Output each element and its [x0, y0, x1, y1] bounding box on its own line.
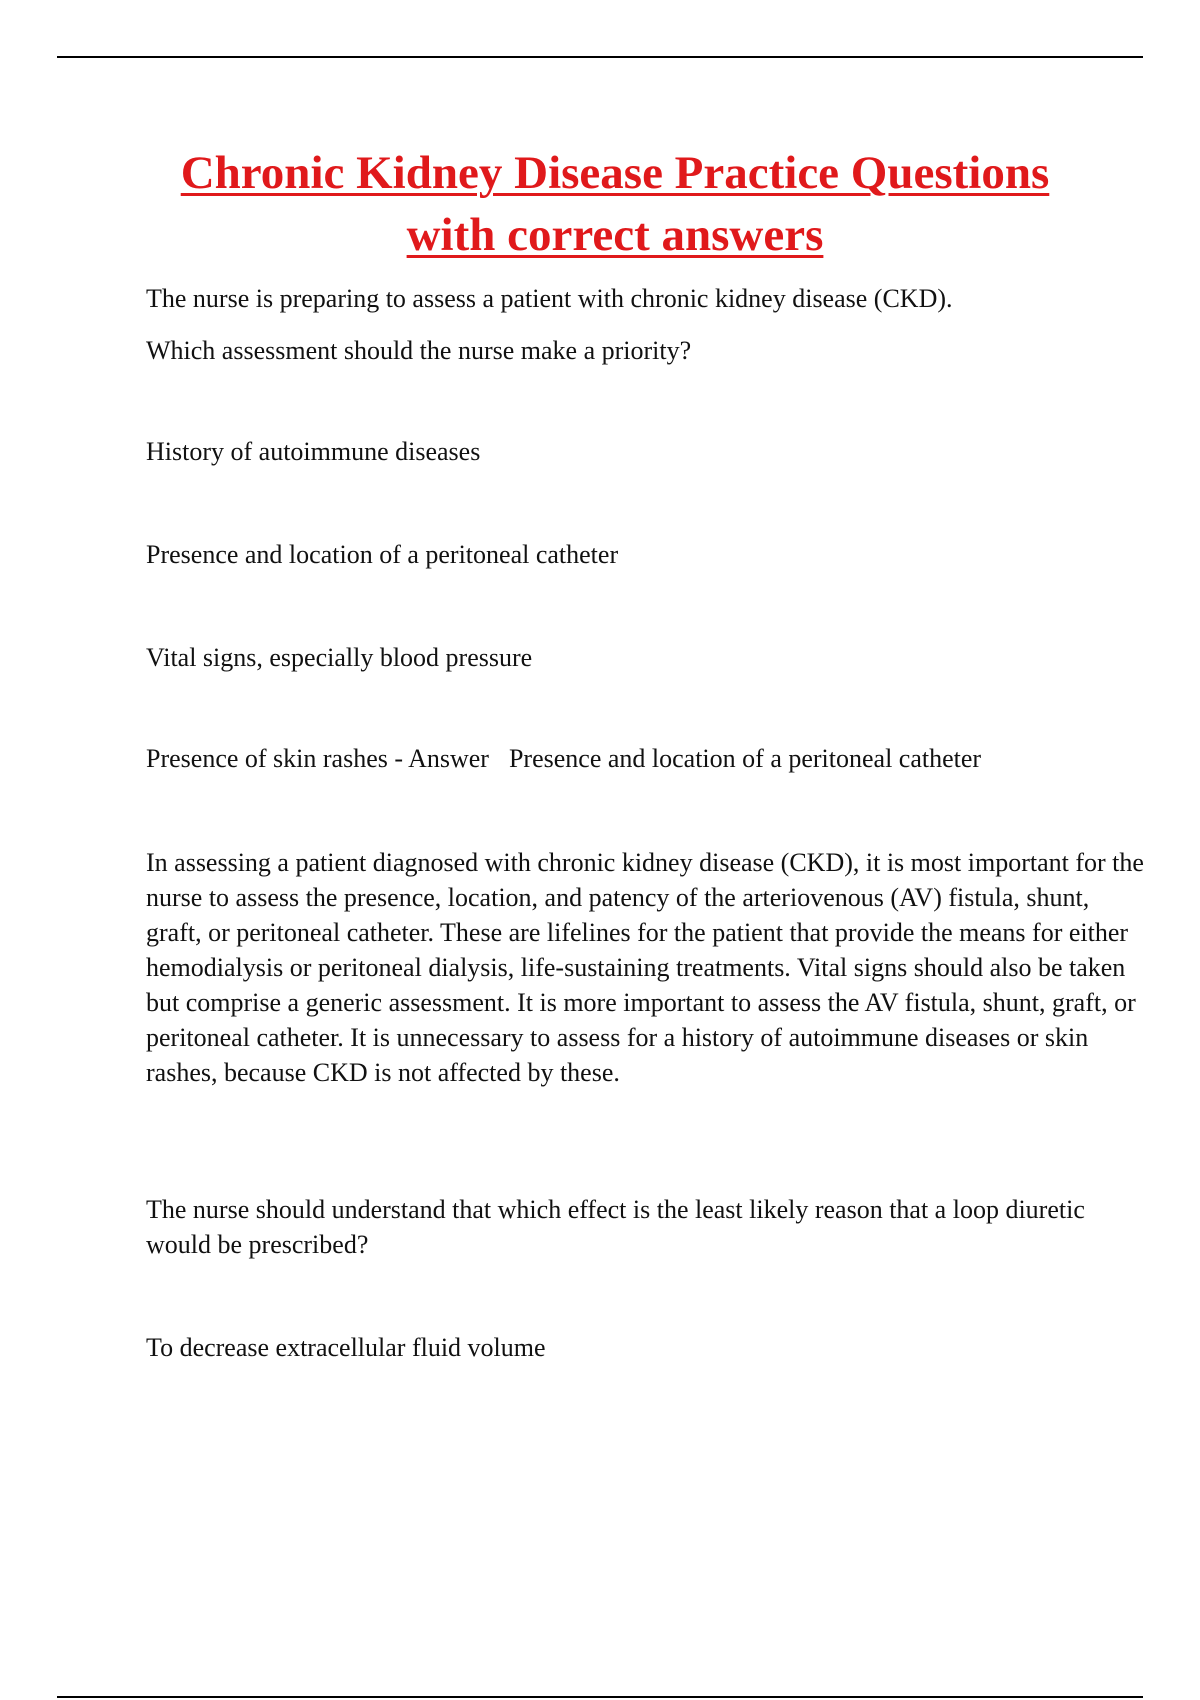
- question-1-option-3: Vital signs, especially blood pressure: [146, 643, 533, 672]
- question-1-option-4-with-answer: [146, 741, 1146, 776]
- title-line-2: with correct answers: [406, 209, 824, 261]
- bottom-rule: [57, 1696, 1143, 1698]
- question-1-option-4: Presence of skin rashes - Answer: [146, 744, 489, 773]
- question-1-rationale: In assessing a patient diagnosed with chronic kidney disease (CKD), it is most important for the nurse to assess the presence, location, and patency of the arteriovenous (AV) fistula, shunt, graft, or peritoneal catheter. These are lifelines for the patient that provide the means for either hemodialysis or peritoneal dialysis, life-sustaining treatments. Vital signs should also be taken but comprise a generic assessment. It is more important to assess the AV fistula, shunt, graft, or peritoneal catheter. It is unnecessary to assess for a history of autoimmune diseases or skin rashes, because CKD is not affected by these.: [146, 848, 1144, 1087]
- question-1-stem-line-2: Which assessment should the nurse make a priority?: [146, 336, 692, 365]
- question-2-stem: The nurse should understand that which effect is the least likely reason that a loop diuretic would be prescribed?: [146, 1195, 1085, 1259]
- question-1-option-2: Presence and location of a peritoneal catheter: [146, 540, 619, 569]
- question-1-answer: Presence and location of a peritoneal catheter: [508, 744, 982, 773]
- question-2-option-1: To decrease extracellular fluid volume: [146, 1333, 546, 1362]
- question-1-option-1: History of autoimmune diseases: [146, 437, 481, 466]
- question-1-stem-line-1: The nurse is preparing to assess a patient with chronic kidney disease (CKD).: [146, 284, 953, 313]
- title-line-1: Chronic Kidney Disease Practice Questions: [180, 147, 1050, 199]
- top-rule: [57, 56, 1143, 58]
- page-title: [100, 142, 1130, 266]
